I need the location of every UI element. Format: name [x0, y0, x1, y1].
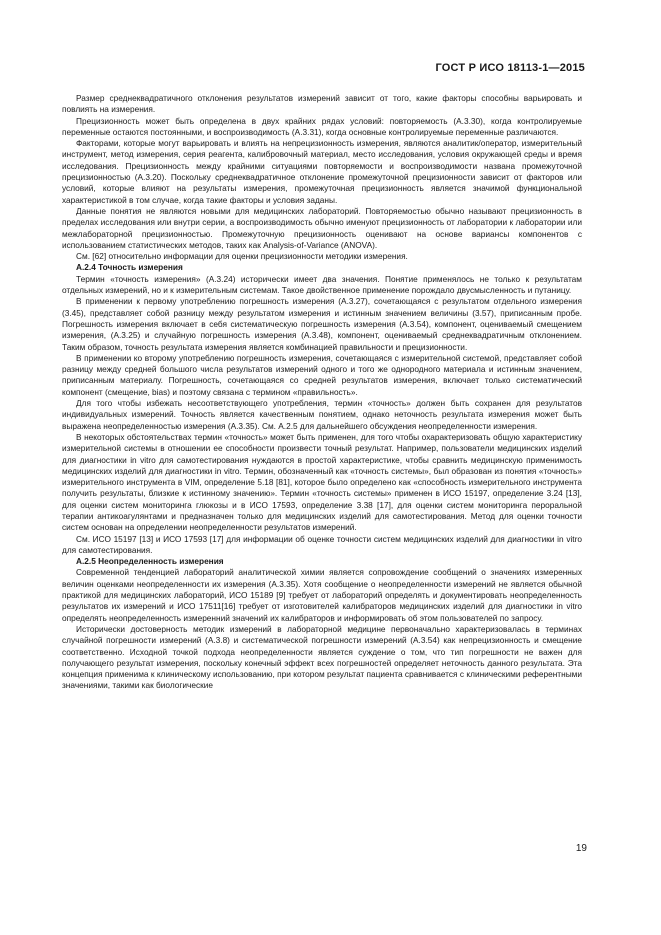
- paragraph: См. ИСО 15197 [13] и ИСО 17593 [17] для информации об оценке точности систем медицинских изделий для диагностики in vitro для самотестирования.: [62, 533, 582, 555]
- page-number: 19: [575, 843, 587, 854]
- paragraph: В применении к первому употреблению погрешность измерения (A.3.27), сочетающаяся с результатом отдельного измерения (3.45), представляет собой разницу между результатом измерения и истинным значением величины (3.57), приписанным пробе. Погрешность измерения включает в себя систематическую погрешность измерения (A.3.54), компонент, оцениваемый смещением измерения, (A.3.25) и случайную погрешность измерения (A.3.48), компонент, оцениваемый среднеквадратичным отклонением. Таким образом, точность результата измерения является комбинацией правильности и прецизионности.: [62, 296, 582, 352]
- section-heading-a24: A.2.4 Точность измерения: [76, 262, 183, 273]
- paragraph: Размер среднеквадратичного отклонения результатов измерений зависит от того, какие факторы способны варьировать и повлиять на измерения.: [62, 93, 582, 115]
- paragraph: Исторически достоверность методик измерений в лабораторной медицине первоначально характеризовалась в терминах случайной погрешности измерений (A.3.8) и систематической погрешности измерений (A.3.54) как непрецизионность и смещение соответственно. Исходной точкой подхода неопределенности является суждение о том, что тип погрешности не важен для получающего результат измерения, поскольку конечный эффект всех погрешностей определяет неточность данного результата. Эта концепция применима к клиническому использованию, при котором результат пациента сравнивается с клиническими референтными значениями, такими как биологические: [62, 623, 582, 691]
- section-heading-a25: A.2.5 Неопределенность измерения: [76, 556, 224, 567]
- paragraph: Прецизионность может быть определена в двух крайних рядах условий: повторяемость (A.3.30), когда контролируемые переменные остаются постоянными, и воспроизводимость (A.3.31), когда основные контролируемые переменные различаются.: [62, 115, 582, 137]
- paragraph: В некоторых обстоятельствах термин «точность» может быть применен, для того чтобы охарактеризовать общую характеристику измерительной системы в отношении ее способности произвести точный результат. Например, пользователи медицинских изделий для диагностики in vitro для самотестирования нуждаются в простой характеристике, чтобы сравнить медицинскую применимость медицинских изделий для диагностики in vitro. Термин, обозначенный как «точность системы», был образован из понятия «точность» измерительного инструмента в VIM, определение 5.18 [81], которое было определено как «способность измерительного инструмента получить результаты, близкие к истинному значению». Термин «точность системы» применен в ИСО 15197, определение 3.24 [13], для оценки систем мониторинга глюкозы и в ИСО 17593, определение 3.38 [17], для оценки систем мониторинга пероральной терапии антикоагулянтами и предназначен только для медицинских изделий для самотестирования. Метод для оценки точности систем основан на определении неопределенности результатов измерений.: [62, 431, 582, 533]
- paragraph: См. [62] относительно информации для оценки прецизионности методики измерения.: [76, 251, 408, 262]
- document-header: ГОСТ Р ИСО 18113-1—2015: [435, 62, 585, 74]
- document-body: [62, 93, 582, 692]
- paragraph: Факторами, которые могут варьировать и влиять на непрецизионность измерения, являются аналитик/оператор, измерительный инструмент, метод измерения, серия реагента, калибровочный материал, место исследования, условия окружающей среды и время исследования. Прецизионность между крайними ситуациями повторяемости и воспроизводимости названа промежуточной прецизионностью (A.3.20). Поскольку среднеквадратичное отклонение промежуточной прецизионности зависит от факторов или условий, которые влияют на результаты измерения, промежуточная прецизионность является значимой функциональной характеристикой в том случае, когда такие факторы и условия заданы.: [62, 138, 582, 205]
- paragraph: Термин «точность измерения» (A.3.24) исторически имеет два значения. Понятие применялось не только к результатам отдельных измерений, но и к измерительным системам. Такое двойственное применение порождало двусмысленность и путаницу.: [62, 273, 582, 296]
- paragraph: Для того чтобы избежать несоответствующего употребления, термин «точность» должен быть сохранен для результатов индивидуальных измерений. Точность является качественным понятием, однако неточность результата измерения может быть выражена неопределенностью измерения (A.3.35). См. A.2.5 для дальнейшего обсуждения неопределенности измерения.: [62, 398, 582, 431]
- paragraph: Современной тенденцией лабораторий аналитической химии является сопровождение сообщений о значениях измеренных величин оценками неопределенности их измерения (A.3.35). Хотя сообщение о неопределенности измерений не является обычной практикой для медицинских лабораторий, ИСО 15189 [9] требует от лабораторий определять и документировать неопределенность результатов их измерений и ИСО 17511[16] требует от изготовителей калибраторов медицинских изделий для диагностики in vitro определять неопределенность измеренний значений их калибраторов и информировать об этом пользователей по запросу.: [62, 567, 582, 623]
- paragraph: В применении ко второму употреблению погрешность измерения, сочетающаяся с измерительной системой, представляет собой разницу между средней большого числа результатов измерений одного и того же однородного материала и истинным значением, приписанным материалу. Погрешность, сочетающаяся со средней результатов измерения, включает только систематический компонент (смещение, bias) и поэтому связана с термином «правильность».: [62, 352, 582, 397]
- paragraph: Данные понятия не являются новыми для медицинских лабораторий. Повторяемостью обычно называют прецизионность в пределах исследования или внутри серии, а воспроизводимость обычно именуют прецизионность от лаборатории к лаборатории или межлабораторной прецизионностью. Промежуточную прецизионность оценивают на основе вариансы компонентов с использованием статистических методов, таких как Analysis-of-Variance (ANOVA).: [62, 205, 582, 250]
